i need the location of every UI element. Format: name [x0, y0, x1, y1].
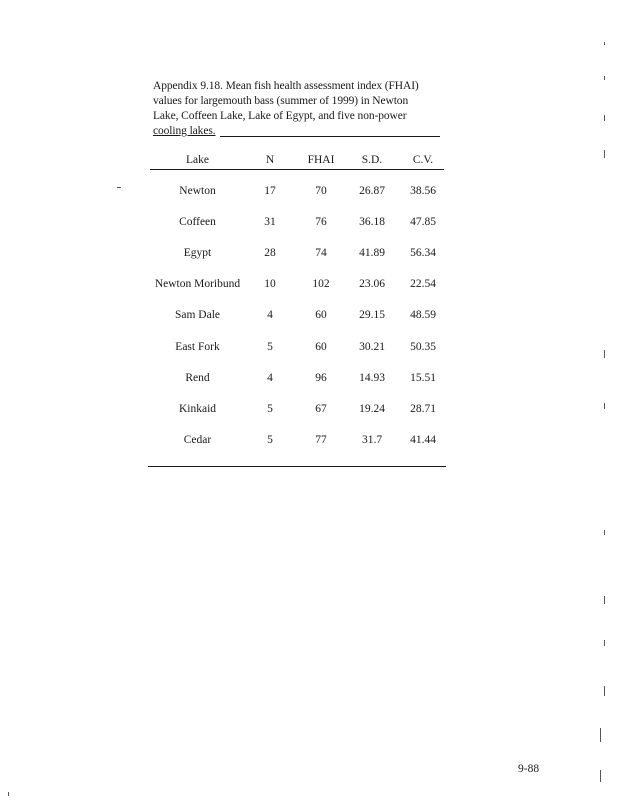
cell-lake: Egypt [183, 247, 212, 260]
cell-lake: Newton Moribund [154, 278, 241, 291]
cell-n: 10 [264, 278, 276, 291]
scan-mark [117, 187, 121, 188]
cell-sd: 36.18 [359, 216, 385, 229]
cell-cv: 41.44 [410, 433, 436, 446]
cell-sd: 31.7 [361, 433, 383, 446]
header-n: N [265, 154, 275, 166]
header-rule [150, 169, 444, 170]
cell-lake: Kinkaid [178, 402, 217, 415]
cell-n: 5 [267, 402, 273, 415]
cell-n: 4 [267, 371, 273, 384]
cell-fhai: 76 [315, 216, 327, 229]
scan-mark [604, 640, 605, 646]
caption-line-4: cooling lakes. [153, 125, 216, 137]
table-caption [153, 79, 443, 139]
cell-cv: 22.54 [410, 278, 436, 291]
scan-mark [600, 770, 601, 782]
cell-cv: 47.85 [410, 216, 436, 229]
scan-mark [604, 596, 605, 604]
cell-sd: 26.87 [359, 185, 385, 197]
cell-fhai: 77 [315, 433, 327, 446]
scan-mark [604, 403, 605, 409]
cell-lake: Cedar [183, 433, 212, 446]
cell-fhai: 67 [315, 402, 327, 415]
cell-cv: 50.35 [410, 340, 436, 353]
cell-cv: 15.51 [410, 371, 436, 384]
cell-sd: 29.15 [359, 309, 385, 322]
cell-fhai: 74 [315, 247, 327, 260]
caption-line-3: Lake, Coffeen Lake, Lake of Egypt, and five non-power [153, 110, 407, 122]
caption-rule [220, 136, 440, 137]
bottom-rule [148, 466, 446, 467]
cell-lake: Newton [179, 185, 216, 197]
cell-fhai: 60 [315, 309, 327, 322]
cell-cv: 48.59 [410, 309, 436, 322]
cell-fhai: 102 [312, 278, 330, 291]
scan-mark [604, 76, 605, 80]
header-sd: S.D. [361, 154, 383, 166]
cell-n: 31 [264, 216, 276, 229]
cell-lake: Coffeen [179, 216, 216, 229]
cell-n: 5 [267, 340, 273, 353]
caption-line-2: values for largemouth bass (summer of 1999) in Newton [153, 95, 409, 107]
cell-sd: 14.93 [359, 371, 385, 384]
cell-n: 4 [267, 309, 273, 322]
header-lake: Lake [186, 154, 209, 166]
cell-lake: Sam Dale [174, 309, 221, 322]
scan-mark [8, 792, 9, 796]
scan-mark [604, 350, 605, 358]
scan-mark [604, 42, 605, 45]
scan-mark [604, 686, 605, 696]
cell-n: 17 [264, 185, 276, 197]
cell-cv: 56.34 [410, 247, 436, 260]
cell-sd: 30.21 [359, 340, 385, 353]
cell-lake: East Fork [175, 340, 220, 353]
scan-mark [604, 150, 605, 158]
cell-sd: 23.06 [359, 278, 385, 291]
caption-line-1: Appendix 9.18. Mean fish health assessment index (FHAI) [153, 80, 419, 92]
header-cv: C.V. [412, 154, 434, 166]
scan-mark [604, 115, 605, 121]
cell-sd: 41.89 [359, 247, 385, 260]
cell-cv: 28.71 [410, 402, 436, 415]
cell-cv: 38.56 [410, 185, 436, 197]
page-number: 9-88 [518, 763, 540, 775]
cell-n: 28 [264, 247, 276, 260]
cell-fhai: 70 [315, 185, 327, 197]
cell-fhai: 60 [315, 340, 327, 353]
scan-mark [604, 530, 605, 535]
cell-fhai: 96 [315, 371, 327, 384]
header-fhai: FHAI [307, 154, 335, 166]
scan-mark [600, 728, 601, 742]
cell-sd: 19.24 [359, 402, 385, 415]
cell-n: 5 [267, 433, 273, 446]
cell-lake: Rend [185, 371, 210, 384]
